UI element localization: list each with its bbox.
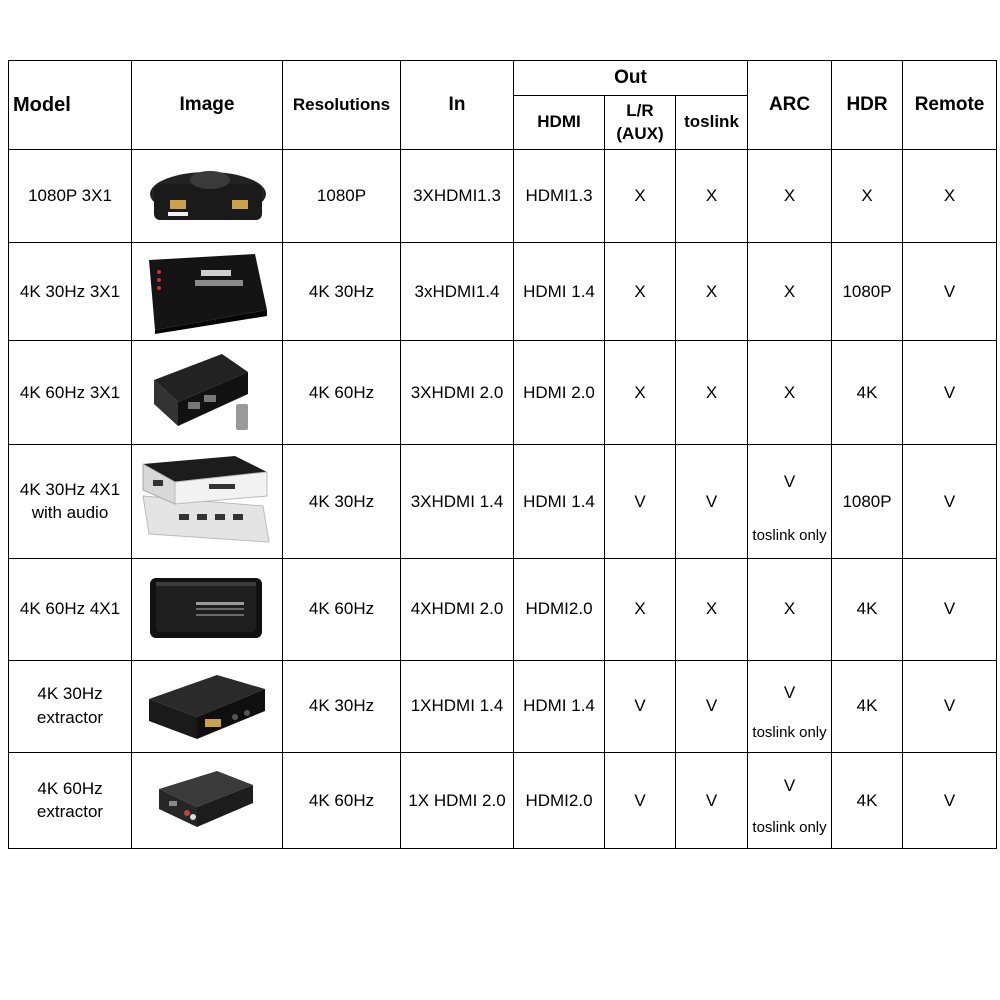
table-row xyxy=(9,341,997,445)
out-lr-aux-cell: X xyxy=(605,150,676,243)
input-cell: 3XHDMI 1.4 xyxy=(401,445,514,558)
header-out-hdmi: HDMI xyxy=(514,96,605,150)
header-out-lr-aux xyxy=(605,96,676,150)
hdr-cell: 4K xyxy=(832,752,903,848)
resolution-cell: 4K 60Hz xyxy=(283,558,401,660)
model-cell: 1080P 3X1 xyxy=(9,150,132,243)
header-out-toslink: toslink xyxy=(676,96,748,150)
resolution-cell: 4K 60Hz xyxy=(283,752,401,848)
arc-cell: X xyxy=(748,558,832,660)
model-cell xyxy=(9,660,132,752)
arc-cell: X xyxy=(748,243,832,341)
device-image-cell xyxy=(132,341,283,445)
arc-cell: X xyxy=(748,150,832,243)
table-row xyxy=(9,243,997,341)
hdmi-switch-3x1-4k60-photo xyxy=(152,350,262,436)
model-cell: 4K 60Hz 3X1 xyxy=(9,341,132,445)
table-row xyxy=(9,445,997,558)
hdmi-switch-3x1-4k30-photo xyxy=(143,250,271,334)
arc-value: V xyxy=(783,682,796,702)
header-in: In xyxy=(401,61,514,150)
resolution-cell: 1080P xyxy=(283,150,401,243)
hdr-cell: 4K xyxy=(832,558,903,660)
out-toslink-cell: X xyxy=(676,243,748,341)
header-arc: ARC xyxy=(748,61,832,150)
out-toslink-cell: V xyxy=(676,752,748,848)
model-line-2: extractor xyxy=(36,802,104,822)
input-cell: 1XHDMI 1.4 xyxy=(401,660,514,752)
input-cell: 4XHDMI 2.0 xyxy=(401,558,514,660)
out-toslink-cell: X xyxy=(676,558,748,660)
out-hdmi-cell: HDMI 2.0 xyxy=(514,341,605,445)
out-lr-aux-cell: X xyxy=(605,558,676,660)
out-hdmi-cell: HDMI 1.4 xyxy=(514,660,605,752)
out-hdmi-cell: HDMI2.0 xyxy=(514,558,605,660)
out-toslink-cell: V xyxy=(676,445,748,558)
remote-cell: V xyxy=(903,558,997,660)
device-image-cell xyxy=(132,150,283,243)
out-lr-aux-cell: X xyxy=(605,243,676,341)
table-row xyxy=(9,752,997,848)
input-cell: 3XHDMI1.3 xyxy=(401,150,514,243)
header-aux-label: (AUX) xyxy=(616,123,664,143)
model-line-1: 4K 30Hz xyxy=(37,684,103,704)
out-lr-aux-cell: V xyxy=(605,660,676,752)
model-cell xyxy=(9,445,132,558)
hdmi-switch-4x1-audio-photo xyxy=(139,456,275,546)
remote-cell: V xyxy=(903,660,997,752)
hdr-cell: 4K xyxy=(832,660,903,752)
arc-note: toslink only xyxy=(752,819,827,837)
remote-cell: X xyxy=(903,150,997,243)
out-lr-aux-cell: X xyxy=(605,341,676,445)
out-hdmi-cell: HDMI1.3 xyxy=(514,150,605,243)
remote-cell: V xyxy=(903,445,997,558)
model-cell: 4K 60Hz 4X1 xyxy=(9,558,132,660)
out-hdmi-cell: HDMI 1.4 xyxy=(514,243,605,341)
device-image-cell xyxy=(132,445,283,558)
model-cell xyxy=(9,752,132,848)
table-row xyxy=(9,660,997,752)
arc-value: V xyxy=(783,775,796,795)
input-cell: 3XHDMI 2.0 xyxy=(401,341,514,445)
remote-cell: V xyxy=(903,243,997,341)
remote-cell: V xyxy=(903,752,997,848)
hdmi-switch-3x1-1080p-photo xyxy=(148,166,266,226)
out-lr-aux-cell: V xyxy=(605,445,676,558)
model-cell: 4K 30Hz 3X1 xyxy=(9,243,132,341)
spec-table xyxy=(8,60,997,849)
resolution-cell: 4K 30Hz xyxy=(283,445,401,558)
model-line-2: with audio xyxy=(31,503,109,523)
hdmi-extractor-4k60-photo xyxy=(157,767,257,833)
out-lr-aux-cell: V xyxy=(605,752,676,848)
arc-cell xyxy=(748,752,832,848)
arc-cell: X xyxy=(748,341,832,445)
header-resolutions: Resolutions xyxy=(283,61,401,150)
hdr-cell: 1080P xyxy=(832,445,903,558)
arc-value: V xyxy=(783,472,796,492)
device-image-cell xyxy=(132,243,283,341)
arc-note: toslink only xyxy=(752,527,827,545)
arc-cell xyxy=(748,660,832,752)
model-line-1: 4K 60Hz xyxy=(37,778,103,798)
device-image-cell xyxy=(132,558,283,660)
device-image-cell xyxy=(132,752,283,848)
arc-note: toslink only xyxy=(752,723,827,741)
resolution-cell: 4K 30Hz xyxy=(283,660,401,752)
resolution-cell: 4K 30Hz xyxy=(283,243,401,341)
input-cell: 3xHDMI1.4 xyxy=(401,243,514,341)
header-hdr: HDR xyxy=(832,61,903,150)
device-image-cell xyxy=(132,660,283,752)
header-model: Model xyxy=(9,61,132,150)
header-lr-label: L/R xyxy=(626,101,654,121)
hdmi-extractor-4k30-photo xyxy=(145,671,269,741)
hdmi-switch-4x1-4k60-photo xyxy=(148,574,266,644)
table-row xyxy=(9,150,997,243)
header-image: Image xyxy=(132,61,283,150)
hdr-cell: 4K xyxy=(832,341,903,445)
out-toslink-cell: X xyxy=(676,341,748,445)
model-line-2: extractor xyxy=(36,708,104,728)
hdr-cell: 1080P xyxy=(832,243,903,341)
out-hdmi-cell: HDMI 1.4 xyxy=(514,445,605,558)
header-out: Out xyxy=(514,61,748,96)
arc-cell xyxy=(748,445,832,558)
out-hdmi-cell: HDMI2.0 xyxy=(514,752,605,848)
hdr-cell: X xyxy=(832,150,903,243)
header-remote: Remote xyxy=(903,61,997,150)
table-row xyxy=(9,558,997,660)
resolution-cell: 4K 60Hz xyxy=(283,341,401,445)
out-toslink-cell: V xyxy=(676,660,748,752)
out-toslink-cell: X xyxy=(676,150,748,243)
model-line-1: 4K 30Hz 4X1 xyxy=(19,479,121,499)
remote-cell: V xyxy=(903,341,997,445)
input-cell: 1X HDMI 2.0 xyxy=(401,752,514,848)
